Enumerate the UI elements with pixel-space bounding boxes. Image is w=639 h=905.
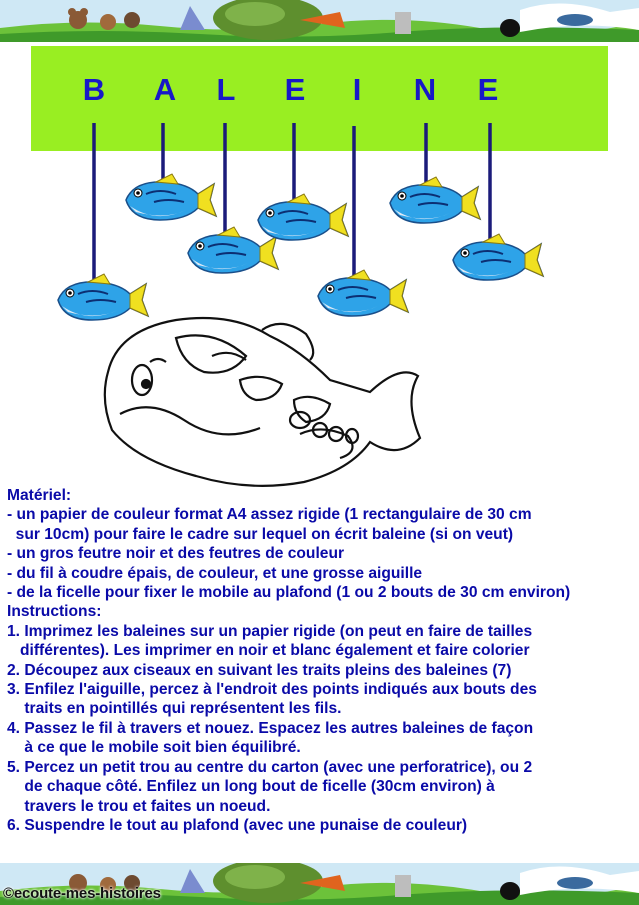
text-line: Instructions: [7,603,102,621]
text-line: - du fil à coudre épais, de couleur, et une grosse aiguille [7,564,423,582]
text-line: - de la ficelle pour fixer le mobile au plafond (1 ou 2 bouts de 30 cm environ) [7,584,571,602]
text-line: 5. Percez un petit trou au centre du carton (avec une perforatrice), ou 2 [7,758,533,776]
colored-fish [318,270,408,316]
text-line: Matériel: [7,487,72,504]
text-line: - un papier de couleur format A4 assez rigide (1 rectangulaire de 30 cm [7,506,532,524]
title-letter: I [352,72,362,107]
colored-fish [390,177,480,223]
text-line: sur 10cm) pour faire le cadre sur lequel on écrit baleine (si on veut) [7,525,514,543]
title-letter: E [477,72,499,107]
title-letter: A [153,72,177,107]
colored-fish [258,194,348,240]
copyright-credit: ©ecoute-mes-histoires [3,885,161,902]
text-line: différentes). Les imprimer en noir et blanc également et faire colorier [7,642,530,660]
colored-fish [58,274,148,320]
text-line: de chaque côté. Enfilez un long bout de ficelle (30cm environ) à [7,778,495,796]
text-line: 3. Enfilez l'aiguille, percez à l'endroit des points indiqués aux bouts des [7,681,537,699]
title-letter: B [82,72,106,107]
instructions-text [7,486,637,835]
text-line: 6. Suspendre le tout au plafond (avec une punaise de couleur) [7,816,468,834]
colored-fish [188,227,278,273]
text-line: traits en pointillés qui représentent les fils. [7,700,342,718]
text-line: à ce que le mobile soit bien équilibré. [7,739,301,757]
text-line: 4. Passez le fil à travers et nouez. Espacez les autres baleines de façon [7,719,534,737]
text-line: - un gros feutre noir et des feutres de couleur [7,545,345,563]
title-letter: N [413,72,437,107]
colored-fish [453,234,543,280]
outline-fish-coloring [105,318,420,486]
title-letter: L [216,72,236,107]
text-line: travers le trou et faites un noeud. [7,797,271,815]
title-letter: E [284,72,306,107]
text-line: 2. Découpez aux ciseaux en suivant les traits pleins des baleines (7) [7,661,512,679]
colored-fish [126,174,216,220]
text-line: 1. Imprimez les baleines sur un papier rigide (on peut en faire de tailles [7,622,533,640]
